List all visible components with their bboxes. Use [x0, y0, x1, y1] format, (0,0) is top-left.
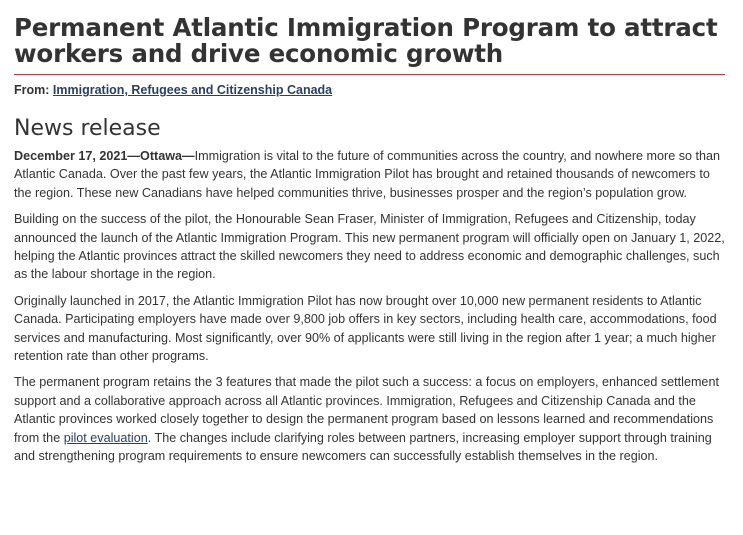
dateline: December 17, 2021—Ottawa—: [14, 149, 195, 163]
section-heading: News release: [14, 116, 161, 141]
pilot-evaluation-link[interactable]: pilot evaluation: [63, 430, 148, 445]
paragraph-1-text: Immigration is vital to the future of communities across the country, and nowhere more so than Atlantic Canada. Over the past few years, the Atlantic Immigration Pilot has brought and retained thousands of newcomers to the region. These new Canadians have helped communities thrive, businesses prosper and the region’s population grow.: [14, 149, 721, 200]
title-divider: [14, 74, 725, 75]
paragraph-1: [14, 147, 726, 202]
page-title: Permanent Atlantic Immigration Program to attract workers and drive economic growth: [14, 13, 718, 68]
paragraph-4-text-after: . The changes include clarifying roles between partners, increasing employer support through training and strengthening program requirements to ensure newcomers can successfully establish themselves in the region.: [14, 430, 712, 464]
paragraph-3: Originally launched in 2017, the Atlantic Immigration Pilot has now brought over 10,000 new permanent residents to Atlantic Canada. Participating employers have made over 9,800 job offers in key sectors, including health care, accommodations, food services and manufacturing. Most significantly, over 90% of applicants were still living in the region after 1 year; a much higher retention rate than other programs.: [14, 293, 717, 364]
department-link[interactable]: Immigration, Refugees and Citizenship Canada: [52, 83, 333, 97]
paragraph-4-text-before: The permanent program retains the 3 features that made the pilot such a success: a focus on employers, enhanced settlement support and a collaborative approach across all Atlantic provinces. Immigration, Refugees and Citizenship Canada and the Atlantic provinces worked closely together to design the permanent program based on lessons learned and recommendations from the: [14, 375, 719, 445]
from-label: From:: [14, 83, 50, 97]
paragraph-2: Building on the success of the pilot, the Honourable Sean Fraser, Minister of Immigration, Refugees and Citizenship, today announced the launch of the Atlantic Immigration Program. This new permanent program will officially open on January 1, 2022, helping the Atlantic provinces attract the skilled newcomers they need to address economic and demographic challenges, such as the labour shortage in the region.: [14, 212, 725, 282]
paragraph-4: [14, 373, 726, 465]
from-line: [14, 82, 729, 98]
